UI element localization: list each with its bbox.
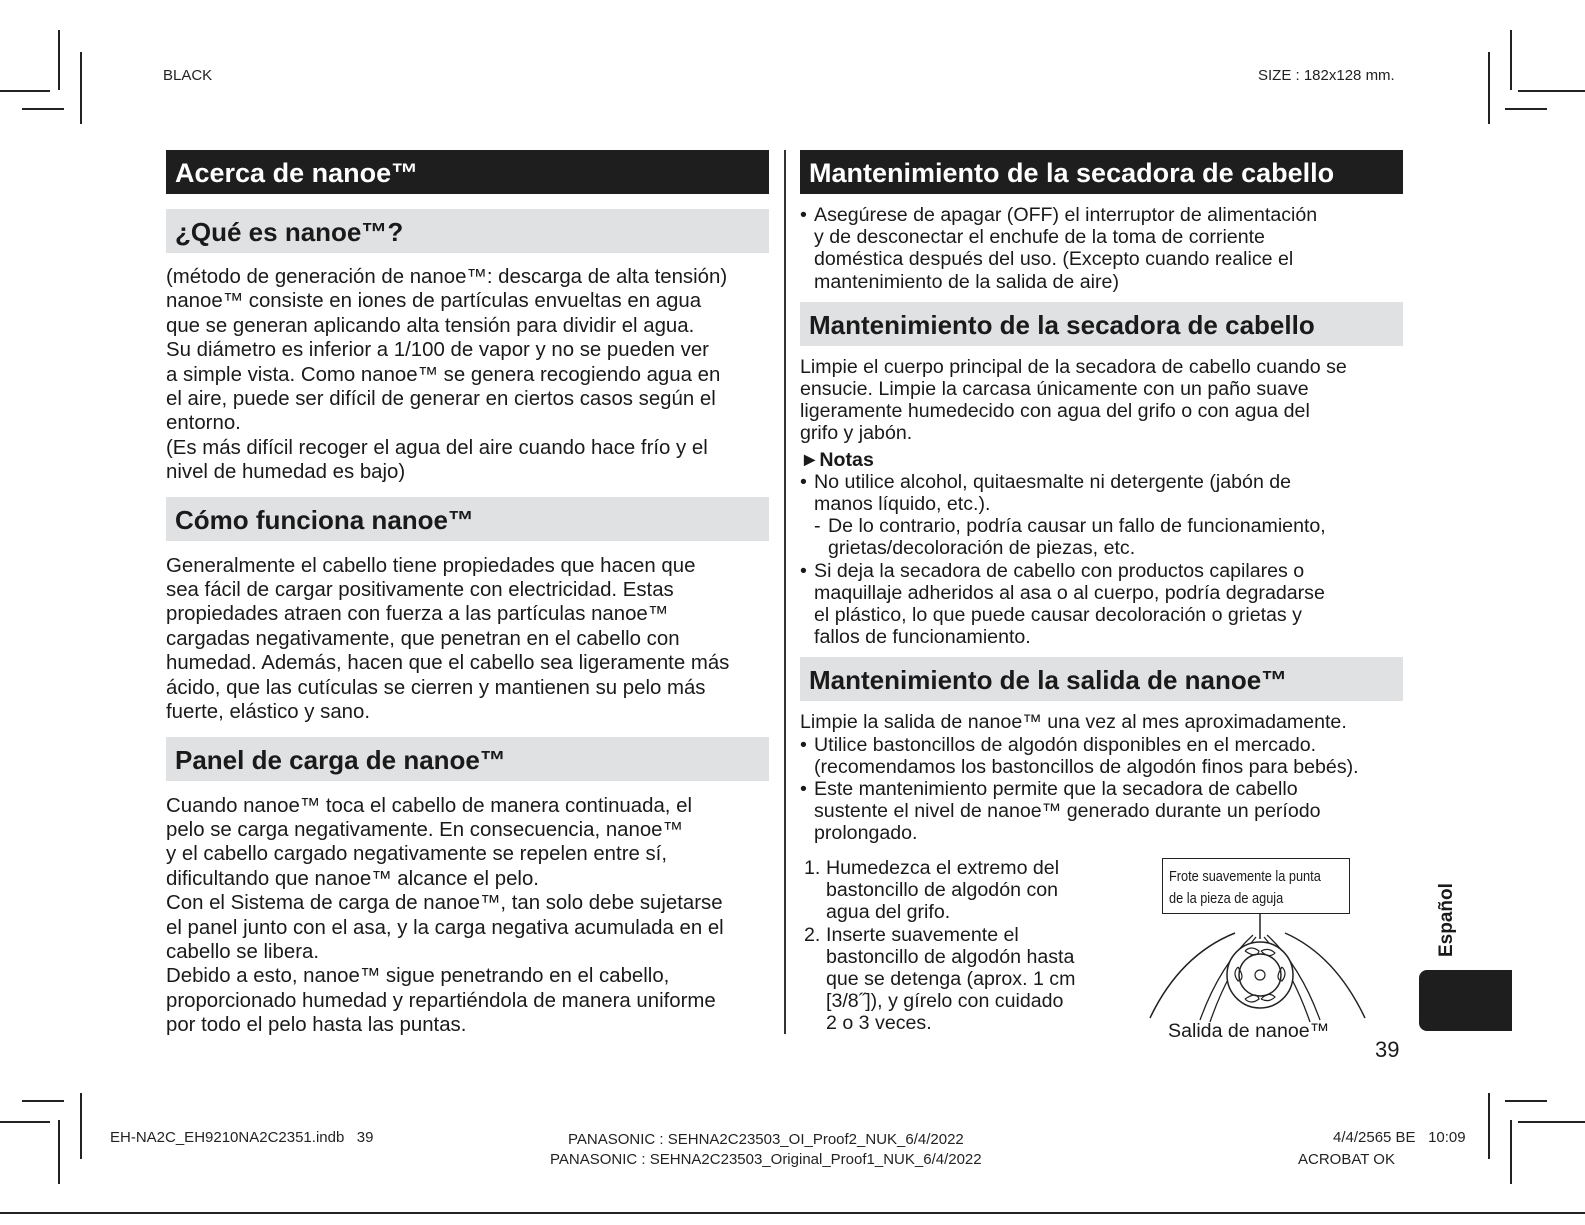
text-line: y de desconectar el enchufe de la toma de corriente: [814, 226, 1265, 249]
text-line: [3/8˝]), y gírelo con cuidado: [826, 990, 1064, 1013]
how-nanoe-works-text: [166, 554, 769, 725]
note-sub-item: [800, 515, 1403, 559]
text-line: sustente el nivel de nanoe™ generado durante un período: [814, 800, 1321, 823]
callout-text-line: Frote suavemente la punta: [1169, 869, 1321, 885]
dryer-maintenance-text: [800, 356, 1403, 649]
text-line: Humedezca el extremo del: [826, 857, 1060, 879]
text-line: ácido, que las cutículas se cierren y mantienen su pelo más: [166, 676, 706, 699]
crop-mark: [22, 108, 64, 110]
text-line: Cuando nanoe™ toca el cabello de manera continuada, el: [166, 794, 692, 817]
crop-mark: [1505, 108, 1547, 110]
dash-marker: -: [814, 515, 821, 538]
heading-what-is-nanoe: ¿Qué es nanoe™?: [166, 209, 769, 253]
text-line: propiedades atraen con fuerza a las partículas nanoe™: [166, 603, 669, 626]
heading-how-nanoe-works: Cómo funciona nanoe™: [166, 497, 769, 541]
step-item: [800, 857, 1130, 924]
text-line: que se detenga (aprox. 1 cm: [826, 968, 1076, 991]
crop-mark: [1518, 1121, 1585, 1123]
text-line: maquillaje adheridos al asa o al cuerpo, podría degradarse: [814, 581, 1325, 604]
text-line: • Este mantenimiento permite que la secadora de cabello: [814, 778, 1298, 801]
crop-mark: [1510, 30, 1512, 90]
text-line: el plástico, lo que puede causar decoloración o grietas y: [814, 604, 1302, 627]
bottom-rule: [0, 1212, 1585, 1214]
language-tab: [1419, 970, 1512, 1031]
text-line: • Utilice bastoncillos de algodón disponibles en el mercado.: [814, 733, 1317, 756]
cleaning-steps: [800, 857, 1130, 1035]
crop-mark: [1518, 90, 1585, 92]
text-line: por todo el pelo hasta las puntas.: [166, 1014, 467, 1037]
text-line: Su diámetro es inferior a 1/100 de vapor y no se pueden ver: [166, 339, 709, 362]
step-number: 2.: [804, 923, 821, 946]
what-is-nanoe-text: [166, 265, 769, 485]
print-acrobat-label: ACROBAT OK: [1298, 1151, 1395, 1168]
text-line: • Asegúrese de apagar (OFF) el interruptor de alimentación: [814, 204, 1318, 226]
text-line: Debido a esto, nanoe™ sigue penetrando en el cabello,: [166, 965, 670, 988]
bullet-item: [800, 778, 1403, 845]
print-color-label: BLACK: [163, 67, 213, 84]
text-line: dificultando que nanoe™ alcance el pelo.: [166, 867, 539, 890]
text-line: doméstica después del uso. (Excepto cuando realice el: [814, 248, 1294, 271]
text-line: nivel de humedad es bajo): [166, 461, 406, 484]
left-column: [166, 150, 769, 1038]
text-line: fuerte, elástico y sano.: [166, 701, 371, 724]
column-divider: [784, 150, 786, 1034]
text-line: cargadas negativamente, que penetran en el cabello con: [166, 627, 680, 650]
text-line: • No utilice alcohol, quitaesmalte ni detergente (jabón de: [814, 470, 1292, 493]
nanoe-outlet-icon: [1140, 855, 1380, 1025]
bullet-item: [800, 204, 1403, 293]
text-line: prolongado.: [814, 822, 918, 845]
text-line: entorno.: [166, 412, 241, 435]
text-line: bastoncillo de algodón hasta: [826, 945, 1075, 968]
notes-arrow-icon: ►: [800, 448, 820, 471]
heading-charging-panel: Panel de carga de nanoe™: [166, 737, 769, 781]
text-line: proporcionado humedad y repartiéndola de manera uniforme: [166, 989, 716, 1012]
heading-nanoe-outlet-maintenance: Mantenimiento de la salida de nanoe™: [800, 657, 1403, 701]
text-line: fallos de funcionamiento.: [814, 626, 1031, 649]
callout-text-line: de la pieza de aguja: [1169, 891, 1284, 907]
section-title-nanoe: Acerca de nanoe™: [166, 150, 769, 194]
crop-mark: [80, 52, 82, 124]
nanoe-outlet-text: [800, 711, 1403, 844]
text-line: a simple vista. Como nanoe™ se genera recogiendo agua en: [166, 363, 721, 386]
note-item: [800, 560, 1403, 649]
page-number: 39: [1375, 1037, 1400, 1062]
text-line: Con el Sistema de carga de nanoe™, tan solo debe sujetarse: [166, 892, 723, 915]
crop-mark: [1510, 1120, 1512, 1184]
text-line: 2 o 3 veces.: [826, 1012, 932, 1035]
crop-mark: [58, 30, 60, 90]
text-line: ensucie. Limpie la carcasa únicamente con un paño suave: [800, 378, 1309, 401]
print-size-label: SIZE : 182x128 mm.: [1258, 67, 1395, 84]
note-item: [800, 471, 1403, 515]
charging-panel-text: [166, 794, 769, 1038]
crop-mark: [80, 1093, 82, 1159]
crop-mark: [0, 90, 50, 92]
figure-caption: Salida de nanoe™: [1168, 1020, 1330, 1042]
text-line: que se generan aplicando alta tensión para dividir el agua.: [166, 314, 695, 337]
text-line: ligeramente humedecido con agua del grifo o con agua del: [800, 400, 1310, 423]
crop-mark: [1488, 52, 1490, 124]
nanoe-outlet-figure: [1140, 855, 1380, 1045]
text-line: grifo y jabón.: [800, 422, 913, 445]
text-line: Generalmente el cabello tiene propiedades que hacen que: [166, 554, 696, 577]
text-line: nanoe™ consiste en iones de partículas envueltas en agua: [166, 290, 702, 313]
text-line: (Es más difícil recoger el agua del aire cuando hace frío y el: [166, 436, 708, 459]
section-title-maintenance: Mantenimiento de la secadora de cabello: [800, 150, 1403, 194]
text-line: De lo contrario, podría causar un fallo de funcionamiento,: [828, 515, 1326, 538]
step-item: [800, 924, 1130, 1035]
text-line: Limpie la salida de nanoe™ una vez al mes aproximadamente.: [800, 711, 1347, 734]
text-line: y el cabello cargado negativamente se repelen entre sí,: [166, 843, 668, 866]
text-line: mantenimiento de la salida de aire): [814, 270, 1119, 293]
text-line: humedad. Además, hacen que el cabello sea ligeramente más: [166, 652, 730, 675]
print-date-label: 4/4/2565 BE 10:09: [1333, 1129, 1466, 1146]
crop-mark: [0, 1121, 50, 1123]
notes-label: Notas: [819, 448, 874, 471]
text-line: manos líquido, etc.).: [814, 493, 991, 516]
text-line: cabello se libera.: [166, 940, 320, 963]
text-line: el aire, puede ser difícil de generar en ciertos casos según el: [166, 388, 716, 411]
print-file-label: EH-NA2C_EH9210NA2C2351.indb 39: [110, 1129, 374, 1146]
text-line: • Si deja la secadora de cabello con productos capilares o: [814, 559, 1305, 582]
text-line: sea fácil de cargar positivamente con electricidad. Estas: [166, 579, 674, 602]
text-line: Limpie el cuerpo principal de la secadora de cabello cuando se: [800, 355, 1347, 378]
text-line: bastoncillo de algodón con: [826, 879, 1059, 902]
maintenance-intro: [800, 204, 1403, 293]
text-line: (método de generación de nanoe™: descarga de alta tensión): [166, 266, 728, 288]
bullet-item: [800, 734, 1403, 778]
text-line: (recomendamos los bastoncillos de algodón finos para bebés).: [814, 755, 1359, 778]
print-proof-line-1: PANASONIC : SEHNA2C23503_OI_Proof2_NUK_6/4/2022: [568, 1131, 964, 1148]
notes-heading: [800, 449, 1403, 471]
text-line: agua del grifo.: [826, 901, 951, 924]
step-number: 1.: [804, 857, 821, 879]
text-line: Inserte suavemente el: [826, 923, 1019, 946]
crop-mark: [1505, 1100, 1547, 1102]
crop-mark: [22, 1100, 64, 1102]
language-label: Español: [1436, 883, 1457, 957]
text-line: el panel junto con el asa, y la carga negativa acumulada en el: [166, 916, 724, 939]
print-proof-line-2: PANASONIC : SEHNA2C23503_Original_Proof1_NUK_6/4/2022: [550, 1151, 982, 1168]
crop-mark: [1488, 1093, 1490, 1159]
text-line: pelo se carga negativamente. En consecuencia, nanoe™: [166, 818, 683, 841]
text-line: grietas/decoloración de piezas, etc.: [828, 537, 1136, 560]
crop-mark: [58, 1120, 60, 1184]
heading-dryer-maintenance: Mantenimiento de la secadora de cabello: [800, 302, 1403, 346]
